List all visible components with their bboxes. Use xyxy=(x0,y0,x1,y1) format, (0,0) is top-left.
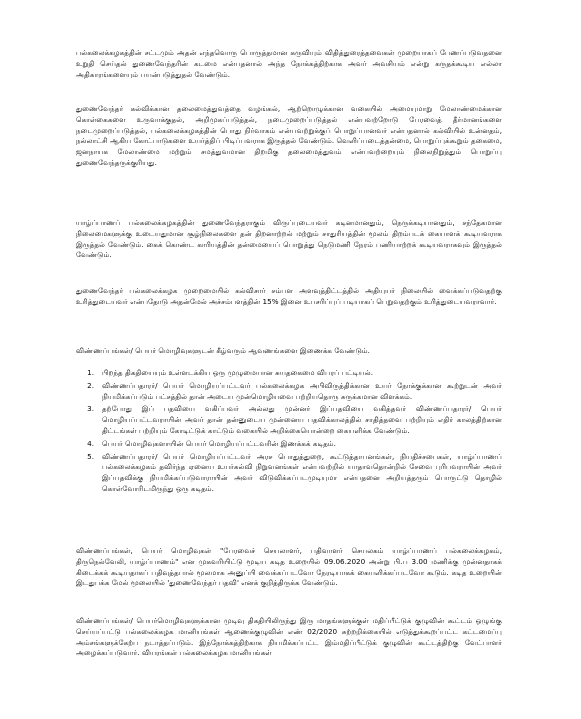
paragraph-text: விண்ணப்பங்கள்/ பெயர் மொழிவுகளுடன் கீழ்வரும் ஆவணங்களை இணைக்க வேண்டும். xyxy=(76,346,370,355)
list-number: 5. xyxy=(87,451,94,461)
list-number: 1. xyxy=(87,368,94,377)
paragraph-text: விண்ணப்பங்கள்/ பெயர்மொழிவுகளுக்கான முடிவு திகதியிலிருந்து இரு மாதங்களுக்குள் மதிப்பீட்டுக் குழுவின் கூட்டம் ஒழுங்கு செய்யப்பட்டு பல்கலைக்கழக மானியங்கள் ஆணைக்குழுவின் எண் 02/2020 சுற்றறிக்கையில் எடுத்துக்கூறப்பட்ட கட்டமைப்பு அம்சங்களுக்கேற்ப நடாத்தப்படும். இந்நோக்கத்திற்காக நியமிக்கப்பட்ட இம்மதிப்பீட்டுக் குழுவின் கூட்டத்திற்கு வேட்பாளர் அழைக்கப்படுவார். வியரங்கள் பல்கலைக்கழக மானியங்கள் xyxy=(76,616,502,658)
paragraph-evaluation xyxy=(76,616,502,659)
list-text: விண்ணப்பதாரர்/ பெயர் மொழியப்பட்டவர் பல்கலைக்கழக அபிவிருத்திக்கான உயர் நோக்குக்கான கூற்றுடன் அவர் நியமிக்கப்படும் பட்சத்தில் தான் அடைய முன்மொழியவை பற்றியதொரு சுருக்கமான விளக்கம். xyxy=(102,380,502,401)
paragraph-text: விண்ணப்பங்கள், பெயர் மொழிவுகள் "பேரவைச் செயலாளர், பதிவாளர் செயலகம் யாழ்ப்பாணப் பல்கலைக்கழகம், திருநெல்வேலி, யாழ்ப்பாணம்" என முகவரியிட்டு மூடிய கடித உறையில் 09.06.2020 அன்று பி.ப 3.00 மணிக்கு முன்னதாகக் கிடைக்கக் கூடியதாகப் பதிவுத்தபால் மூலமாக அனுப்பி வைக்கப்படவோ நேரடியாகக் கையளிக்கப்படவோ கூடும். கடித உறையின் இடதுபக்க மேல் மூலையில் 'துணைவேந்தர் பதவி' எனக் குறித்திருக்க வேண்டும். xyxy=(76,546,502,588)
list-item xyxy=(76,439,502,450)
list-item xyxy=(76,368,502,379)
list-text: விண்ணப்பதாரர்/ பெயர் மொழியப்பட்டவர் அரச பொதுத்துறை, கூட்டுத்தாபனங்கள், நியதிச்சபைகள், யாழ்ப்பாணப் பல்கலைக்கழகம் தவிர்ந்த ஏனைய உயர்கல்வி நிறுவனங்கள் என்பவற்றில் யாதாவதொன்றில் சேவை புரிபவராயின் அவர் இப்பதவிக்கு நியமிக்கப்படுவாராயின் அவர் விடுவிக்கப்படமுடியுமா என்பதனை அறியத்தரும் பொருட்டு தொழில் கொள்வோரிடமிருந்து ஒரு கடிதம். xyxy=(102,451,502,493)
list-item xyxy=(76,404,502,436)
paragraph-salary xyxy=(76,286,502,308)
paragraph-text: பல்கலைக்கழகத்தின் சட்டமும் அதன் எந்தவொரு பொருத்தமான கருவியும் விதித்துரைத்தவைகள் முறையாகப் பேணப்படுவதனை உறுதி செய்தல் துணைவேந்தரின் கடமை என்பதனால் அந்த நோக்கத்திற்காக அவர் அவசியம் என்று கருதக்கூடிய எல்லா அதிகாரங்களையும் பயன்படுத்துதல் வேண்டும். xyxy=(76,48,502,79)
list-text: தற்போது இப் பதவியை வகிப்பவர் அல்லது முன்னர் இப்பதவியை வகித்தவர் விண்ணப்பதாரர்/ பெயர் மொழியப்பட்டவராயின் அவர் தான் தன்னுடைய முன்னைய பதவிக்காலத்தில் சாதித்தவை பற்றியும் எதிர் காலத்திற்கான திட்டங்கள் பற்றியும் கோடிட்டுக் காட்டும் வகையில் அறிக்கையொன்றை கையளிக்க வேண்டும். xyxy=(102,404,502,435)
list-number: 2. xyxy=(87,380,94,390)
paragraph-duty xyxy=(76,48,502,80)
list-number: 3. xyxy=(87,404,94,414)
paragraph-candidate xyxy=(76,218,502,261)
paragraph-text: யாழ்ப்பாணப் பல்கலைக்கழகத்தின் துணைவேந்தராகும் விருப்புடையவர் கடினமானதும், நெருக்கடியானதும், சந்தேகமான நிலைமைகளுக்கு உடையதுமான சூழ்நிலைகளை தன் திறனாற்றல் மற்றும் சாதுரியத்தின் மூலம் திறம்படக் கையாளக் கூடியவராக இருத்தல் வேண்டும். கைக் கொண்ட காரியத்தின் தன்மையைப் பொறுத்து நெடுமணி நேரம் பணியாற்றக் கூடியவராகவும் இருத்தல் வேண்டும். xyxy=(76,218,502,260)
paragraph-text: துணைவேந்தர் கல்விக்கான தலைமைத்துவத்தை வழங்கல், ஆற்றொழுக்கான வகையில் அமையுமாறு மேலாண்மைக்கான கொள்கைகளை உருவாக்குதல், அறிமுகப்படுத்தல், நடைமுறைப்படுத்தல் என்பவற்றோடு பேரவைத் தீர்மானங்களை நடைமுறைப்படுத்தல், பல்கலைக்கழகத்தின் பொது நிர்வாகம் என்பவற்றுக்குப் பொறுப்பானவர் என்பதனால் கல்வியில் உன்னதம், நல்லாட்சி ஆகிய கோட்பாடுகளை உயர்த்திப் பிடிப்பவராக இருத்தல் வேண்டும். வெளிப்படைத்தன்மை, பொறுப்புக்கூறும் தகைமை, ஜனநாயக மேலாண்மை மற்றும் சமத்துவமான திறமிகு தலைமைத்துவம் என்பவற்றையும் நிலைநிறுத்தும் பொறுப்பு துணைவேந்தருக்குரியது. xyxy=(76,104,502,167)
list-item xyxy=(76,381,502,403)
paragraph-documents-intro xyxy=(76,346,502,357)
list-text: பெயர் மொழிவுகளாயின் பெயர் மொழியப்பட்டவரின் இணக்கக் கடிதம். xyxy=(102,438,336,448)
documents-list xyxy=(76,368,502,495)
list-number: 4. xyxy=(87,438,94,448)
paragraph-submission xyxy=(76,546,502,589)
list-item xyxy=(76,452,502,495)
paragraph-text: துணைவேந்தர் பல்கலைக்கழக முறைமையில் கல்விசார் சம்பள அளவுத்திட்டத்தில் அதியுயர் நிலையில் வைக்கப்படுவதற்கு உரித்துடையவர் என்பதோடு அதன்மேல் அச்சம்பளத்தின் 15% இனை உபசரிப்புப் படியாகப் பெறுவதற்கும் உரித்துடையவராவார். xyxy=(76,286,502,306)
list-text: பிறந்த திகதியையும் உள்ளடக்கிய ஒரு முழுமையான சுயதகைமை விபரப் பட்டியல். xyxy=(102,368,374,377)
paragraph-leadership xyxy=(76,104,502,169)
